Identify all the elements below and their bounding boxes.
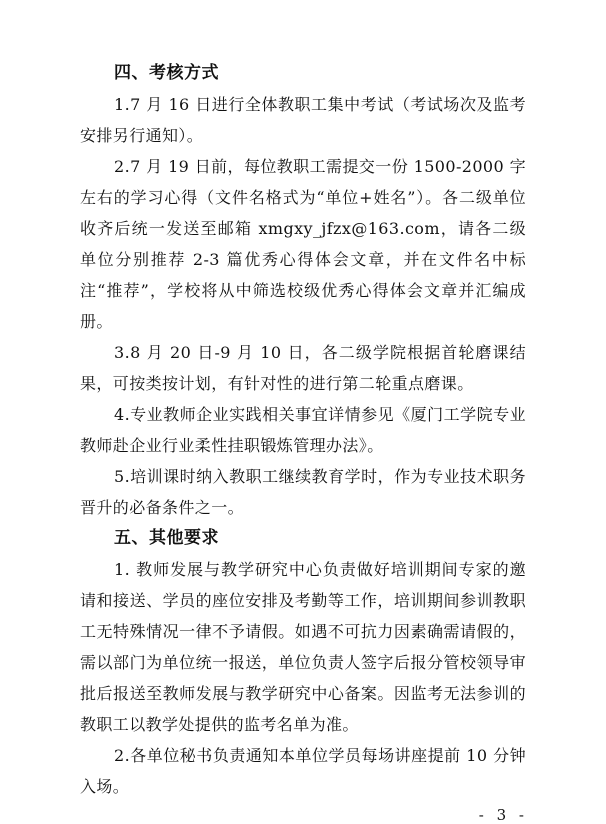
section-heading-assessment: 四、考核方式 xyxy=(114,63,219,83)
requirement-item-1: 1. 教师发展与教学研究中心负责做好培训期间专家的邀请和接送、学员的座位安排及考勤等工作，培训期间参训教职工无特殊情况一律不予请假。如遇不可抗力因素确需请假的，需以部门为单位统一报送，单位负责人签字后报分管校领导审批后报送至教师发展与教学研究中心备案。因监考无法参训的教职工以教学处提供的监考名单为准。 xyxy=(80,560,526,734)
page-number: - 3 - xyxy=(478,806,528,824)
assessment-item-3: 3.8 月 20 日-9 月 10 日，各二级学院根据首轮磨课结果，可按类按计划，有针对性的进行第二轮重点磨课。 xyxy=(80,343,526,393)
assessment-item-5: 5.培训课时纳入教职工继续教育学时，作为专业技术职务晋升的必备条件之一。 xyxy=(80,467,526,517)
assessment-item-2: 2.7 月 19 日前，每位教职工需提交一份 1500-2000 字左右的学习心得（文件名格式为“单位+姓名”）。各二级单位收齐后统一发送至邮箱 xmgxy_jfzx@163.com，请各二级单位分别推荐 2-3 篇优秀心得体会文章，并在文件名中标注“推荐”，学校将从中筛选校级优秀心得体会文章并汇编成册。 xyxy=(80,157,526,331)
requirement-item-2: 2.各单位秘书负责通知本单位学员每场讲座提前 10 分钟入场。 xyxy=(80,746,526,796)
assessment-item-4: 4.专业教师企业实践相关事宜详情参见《厦门工学院专业教师赴企业行业柔性挂职锻炼管理办法》。 xyxy=(80,405,526,455)
section-heading-other-requirements: 五、其他要求 xyxy=(114,528,219,548)
document-body xyxy=(80,58,526,802)
assessment-item-1: 1.7 月 16 日进行全体教职工集中考试（考试场次及监考安排另行通知）。 xyxy=(80,95,526,145)
